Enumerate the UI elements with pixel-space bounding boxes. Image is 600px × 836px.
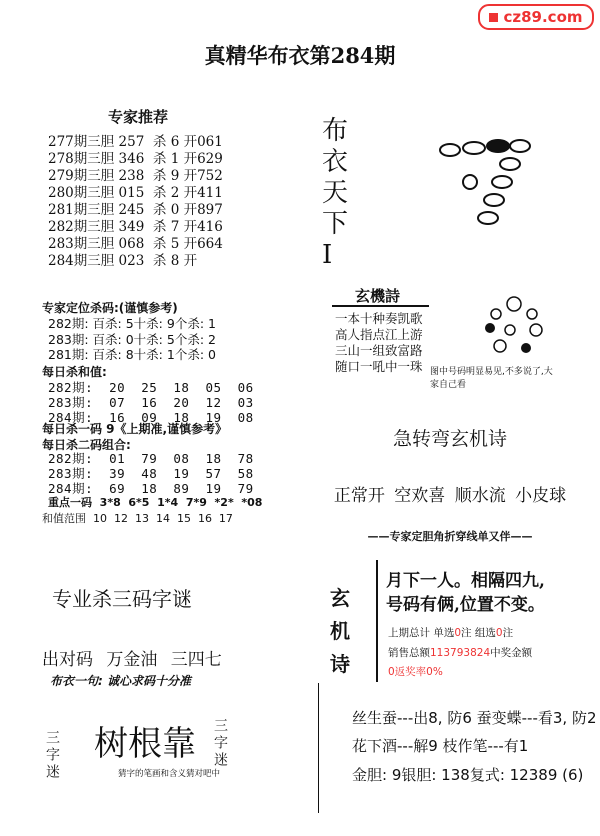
number-hint: 图中号码明显易见,不多说了,大家自己看 <box>430 367 553 390</box>
stat-label: 注 组选 <box>461 627 496 639</box>
riddle-side-left: 三字迷 <box>44 730 60 781</box>
bead-icon <box>478 212 498 224</box>
sum-kill-row: 283期: 07 16 20 12 03 <box>48 395 254 410</box>
bead-icon <box>487 140 509 152</box>
sum-kill-row: 282期: 20 25 18 05 06 <box>48 380 254 395</box>
expert-line: ——专家定胆角折穿线单又伴—— <box>367 530 533 543</box>
xuanji-line-1: 月下一人。相隔四九, <box>386 571 545 591</box>
bead-icon <box>500 158 520 170</box>
recommend-heading: 专家推荐 <box>108 108 169 126</box>
xuanji-stats-3: 0返奖率0% <box>388 666 443 678</box>
riddle-side-right: 三字迷 <box>212 718 228 769</box>
coin-icon <box>463 175 477 189</box>
recommend-row: 283期三胆 068 杀 5 开664 <box>48 236 223 252</box>
xuanji-stats-2 <box>388 645 532 660</box>
stat-value: 0 <box>454 627 462 639</box>
recommend-row: 278期三胆 346 杀 1 开629 <box>48 151 223 167</box>
stat-value: 113793824 <box>430 647 491 659</box>
tip-row: 丝生蚕---出8, 防6 蚕变蝶---看3, 防2 <box>352 709 597 727</box>
two-code-row: 283期: 39 48 19 57 58 <box>48 466 254 481</box>
recommend-row: 282期三胆 349 杀 7 开416 <box>48 219 223 235</box>
stat-label: 上期总计 单选 <box>388 627 455 639</box>
one-code-heading: 每日杀一码 9《上期准,谨慎参考》 <box>42 422 228 436</box>
coin-icon <box>507 297 521 311</box>
stat-label: 中奖金额 <box>490 647 533 659</box>
coin-icon <box>494 340 506 352</box>
recommend-row: 281期三胆 245 杀 0 开897 <box>48 202 223 218</box>
poem-line: 随口一吼中一珠 <box>335 359 423 374</box>
riddle-heading: 专业杀三码字谜 <box>52 587 192 611</box>
riddle-line-2: 布衣一句: 诚心求码十分准 <box>50 674 191 688</box>
riddle-tree: 树根靠 <box>94 724 196 764</box>
coin-icon <box>521 343 531 353</box>
two-code-heading: 每日杀二码组合: <box>42 438 131 452</box>
stat-label: 销售总额 <box>388 647 430 659</box>
tip-row: 金胆: 9银胆: 138复式: 12389 (6) <box>352 766 584 784</box>
poem-divider <box>332 305 429 307</box>
coin-icon <box>527 309 537 319</box>
slogan: 正常开 空欢喜 顺水流 小皮球 <box>333 486 567 506</box>
recommend-row: 280期三胆 015 杀 2 开411 <box>48 185 223 201</box>
xuanji-line-2: 号码有俩,位置不变。 <box>386 595 545 615</box>
site-badge[interactable] <box>478 4 594 30</box>
xuanji-stats-1 <box>388 625 513 640</box>
seven-figure-graphic <box>430 130 550 240</box>
bead-icon <box>463 142 485 154</box>
recommend-row: 284期三胆 023 杀 8 开 <box>48 253 198 269</box>
dingwei-row: 283期: 百杀: 0十杀: 5个杀: 2 <box>48 332 216 347</box>
dingwei-row: 281期: 百杀: 8十杀: 1个杀: 0 <box>48 347 216 362</box>
dingwei-heading: 专家定位杀码:(谨慎参考) <box>42 301 178 315</box>
coin-icon <box>530 324 542 336</box>
tip-row: 花下酒---解9 枝作笔---有1 <box>352 737 529 755</box>
key-codes: 重点一码 3*8 6*5 1*4 7*9 *2* *08 <box>48 496 263 509</box>
coin-icon <box>505 325 515 335</box>
stat-value: 0 <box>495 627 503 639</box>
bead-icon <box>440 144 460 156</box>
coin-icon <box>491 309 501 319</box>
sum-range: 和值范围 10 12 13 14 15 16 17 <box>42 512 233 525</box>
jizhuan-heading: 急转弯玄机诗 <box>392 428 507 450</box>
page-title: 真精华布衣第284期 <box>204 43 396 68</box>
site-badge-text: cz89.com <box>503 8 583 26</box>
riddle-hint: 猜字的笔画和含义猜对吧中 <box>118 769 221 779</box>
recommend-row: 277期三胆 257 杀 6 开061 <box>48 134 223 150</box>
poem-title: 玄機詩 <box>355 287 401 305</box>
two-code-row: 284期: 69 18 89 19 79 <box>48 481 254 496</box>
poem-line: 三山一组致富路 <box>335 343 423 358</box>
xuanji-label: 玄机诗 <box>330 586 350 676</box>
badge-square-icon <box>489 13 498 22</box>
bead-icon <box>492 176 512 188</box>
dingwei-row: 282期: 百杀: 5十杀: 9个杀: 1 <box>48 316 216 331</box>
stat-label: 注 <box>502 627 514 639</box>
buyi-title: 布衣天下I <box>322 116 349 270</box>
bead-icon <box>510 140 530 152</box>
riddle-line-1: 出对码 万金油 三四七 <box>42 650 222 670</box>
sum-kill-heading: 每日杀和值: <box>42 365 107 379</box>
coin-icon <box>485 323 495 333</box>
poem-line: 一本十种奏凯歌 <box>335 311 423 326</box>
poem-line: 高人指点江上游 <box>335 327 423 342</box>
tips-border <box>318 683 323 813</box>
recommend-row: 279期三胆 238 杀 9 开752 <box>48 168 223 184</box>
coin-seven-graphic <box>470 292 560 362</box>
bead-icon <box>484 194 504 206</box>
two-code-row: 282期: 01 79 08 18 78 <box>48 451 254 466</box>
sum-kill-row: 284期: 16 09 18 19 08 <box>48 410 254 425</box>
